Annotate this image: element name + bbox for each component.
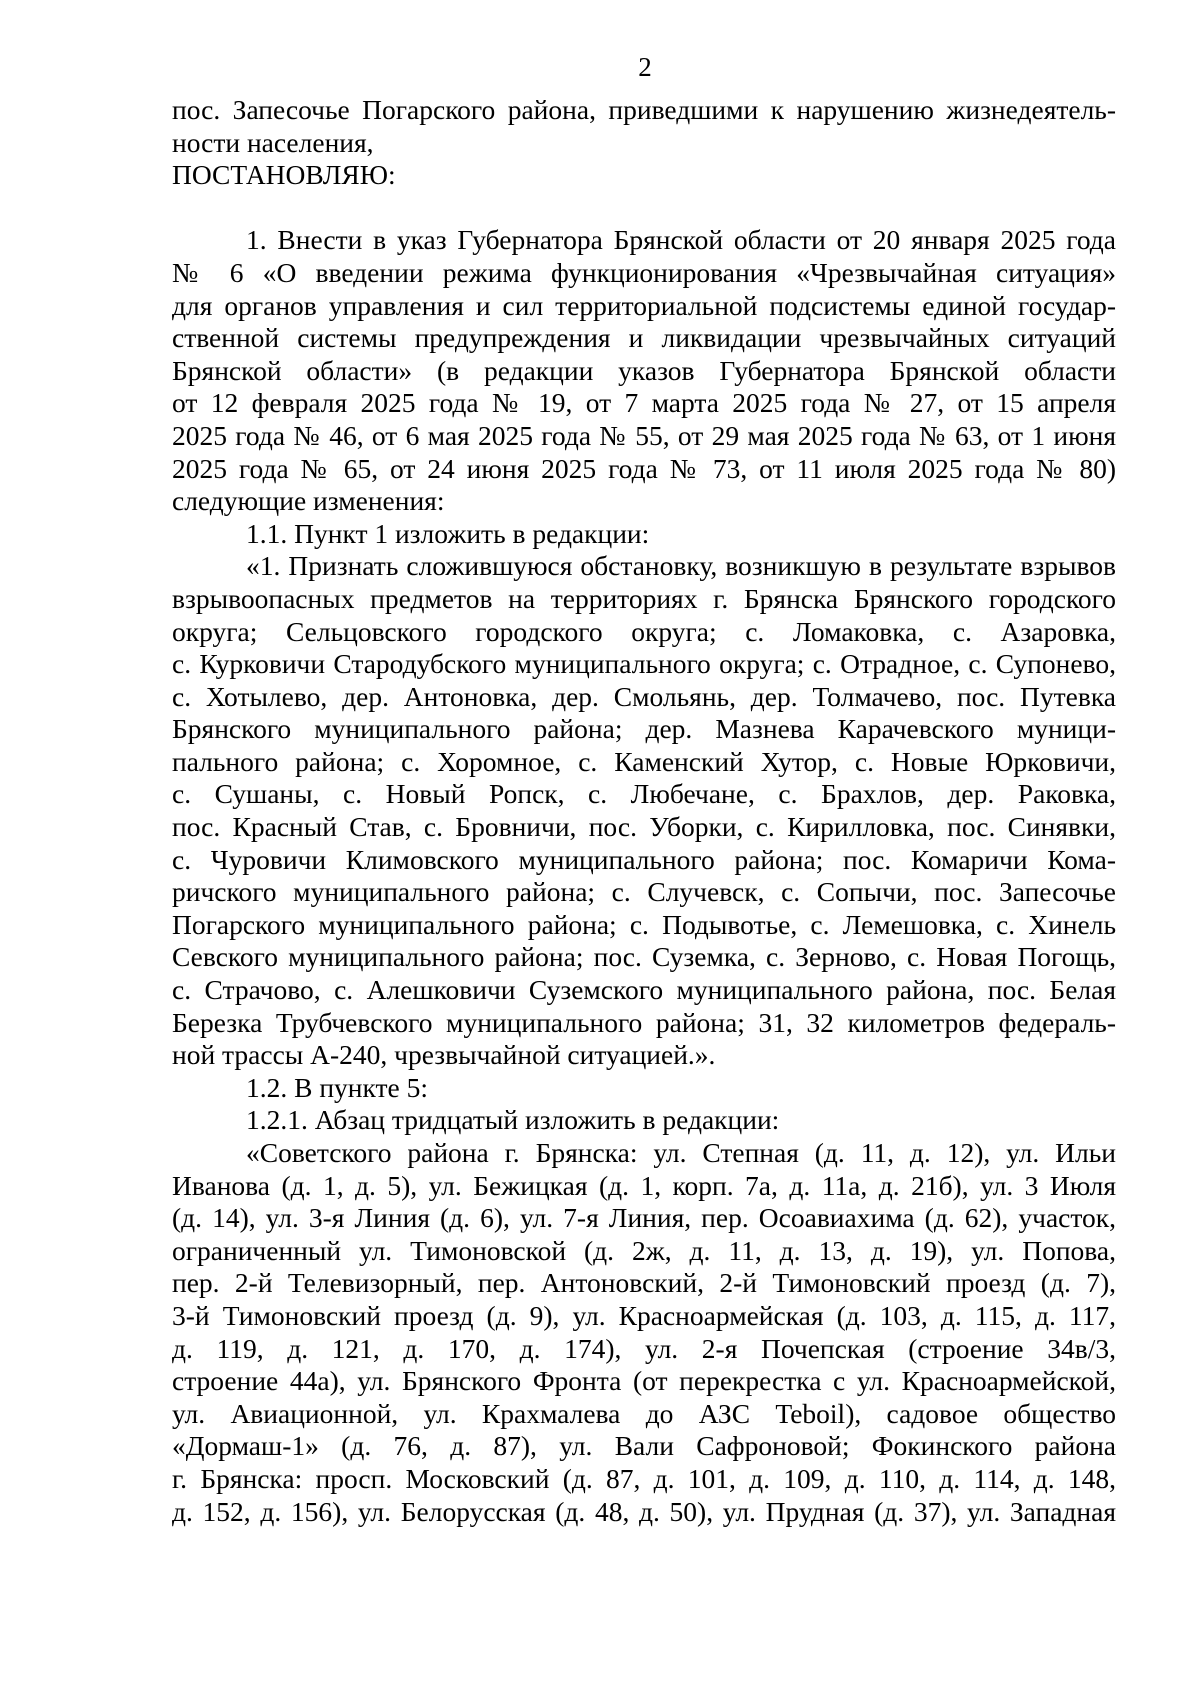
text-line: для органов управления и сил территориальной подсистемы единой государ- <box>172 289 1116 321</box>
text-line: с. Сушаны, с. Новый Ропск, с. Любечане, с. Брахлов, дер. Раковка, <box>172 778 1116 810</box>
text-line: ственной системы предупреждения и ликвидации чрезвычайных ситуаций <box>172 322 1116 354</box>
text-line: (д. 14), ул. 3-я Линия (д. 6), ул. 7-я Линия, пер. Осоавиахима (д. 62), участок, <box>172 1202 1116 1234</box>
text-line: 3-й Тимоновский проезд (д. 9), ул. Красноармейская (д. 103, д. 115, д. 117, <box>172 1299 1116 1331</box>
text-line: следующие изменения: <box>172 485 445 517</box>
text-line: Березка Трубчевского муниципального района; 31, 32 километров федераль- <box>172 1006 1116 1038</box>
text-line: пального района; с. Хоромное, с. Каменский Хутор, с. Новые Юрковичи, <box>172 745 1116 777</box>
text-line: с. Чуровичи Климовского муниципального района; пос. Комаричи Кома- <box>172 843 1116 875</box>
text-line: 1.1. Пункт 1 изложить в редакции: <box>246 517 650 549</box>
text-line: ричского муниципального района; с. Случевск, с. Сопычи, пос. Запесочье <box>172 876 1116 908</box>
text-line: округа; Сельцовского городского округа; с. Ломаковка, с. Азаровка, <box>172 615 1116 647</box>
text-line: № 6 «О введении режима функционирования «Чрезвычайная ситуация» <box>172 256 1116 288</box>
text-line: пер. 2-й Телевизорный, пер. Антоновский, 2-й Тимоновский проезд (д. 7), <box>172 1267 1116 1299</box>
text-line: д. 119, д. 121, д. 170, д. 174), ул. 2-я Почепская (строение 34в/3, <box>172 1332 1116 1364</box>
text-line: от 12 февраля 2025 года № 19, от 7 марта 2025 года № 27, от 15 апреля <box>172 387 1116 419</box>
text-line: с. Хотылево, дер. Антоновка, дер. Смольянь, дер. Толмачево, пос. Путевка <box>172 680 1116 712</box>
text-line: ПОСТАНОВЛЯЮ: <box>172 159 396 191</box>
text-line: Иванова (д. 1, д. 5), ул. Бежицкая (д. 1, корп. 7а, д. 11а, д. 21б), ул. 3 Июля <box>172 1169 1116 1201</box>
text-line: ной трассы А-240, чрезвычайной ситуацией.». <box>172 1039 716 1071</box>
text-line: 1. Внести в указ Губернатора Брянской области от 20 января 2025 года <box>246 224 1116 256</box>
text-line: «Дормаш-1» (д. 76, д. 87), ул. Вали Сафроновой; Фокинского района <box>172 1430 1116 1462</box>
text-line: пос. Запесочье Погарского района, приведшими к нарушению жизнедеятель- <box>172 94 1116 125</box>
document-body <box>172 94 1116 1528</box>
text-line: 1.2. В пункте 5: <box>246 1071 429 1103</box>
text-line: Севского муниципального района; пос. Суземка, с. Зерново, с. Новая Погощь, <box>172 941 1116 973</box>
text-line: 2025 года № 65, от 24 июня 2025 года № 73, от 11 июля 2025 года № 80) <box>172 452 1116 484</box>
text-line: с. Страчово, с. Алешковичи Суземского муниципального района, пос. Белая <box>172 974 1116 1006</box>
text-line: ности населения, <box>172 126 374 158</box>
text-line: 1.2.1. Абзац тридцатый изложить в редакции: <box>246 1104 780 1136</box>
text-line: Брянской области» (в редакции указов Губернатора Брянской области <box>172 354 1116 386</box>
blank-line <box>172 192 1116 225</box>
text-line: ул. Авиационной, ул. Крахмалева до АЗС Teboil), садовое общество <box>172 1397 1116 1429</box>
text-line: Погарского муниципального района; с. Подывотье, с. Лемешовка, с. Хинель <box>172 908 1116 940</box>
text-line: «Советского района г. Брянска: ул. Степная (д. 11, д. 12), ул. Ильи <box>246 1137 1116 1168</box>
text-line: д. 152, д. 156), ул. Белорусская (д. 48, д. 50), ул. Прудная (д. 37), ул. Западная <box>172 1495 1116 1527</box>
text-line: строение 44а), ул. Брянского Фронта (от перекрестка с ул. Красноармейской, <box>172 1365 1116 1397</box>
text-line: Брянского муниципального района; дер. Мазнева Карачевского муници- <box>172 713 1116 745</box>
text-line: ограниченный ул. Тимоновской (д. 2ж, д. 11, д. 13, д. 19), ул. Попова, <box>172 1234 1116 1266</box>
text-line: г. Брянска: просп. Московский (д. 87, д. 101, д. 109, д. 110, д. 114, д. 148, <box>172 1462 1116 1494</box>
text-line: взрывоопасных предметов на территориях г. Брянска Брянского городского <box>172 582 1116 614</box>
text-line: «1. Признать сложившуюся обстановку, возникшую в результате взрывов <box>246 550 1116 582</box>
text-line: пос. Красный Став, с. Бровничи, пос. Уборки, с. Кирилловка, пос. Синявки, <box>172 811 1116 843</box>
text-line: 2025 года № 46, от 6 мая 2025 года № 55, от 29 мая 2025 года № 63, от 1 июня <box>172 419 1116 451</box>
text-line: с. Курковичи Стародубского муниципального округа; с. Отрадное, с. Супонево, <box>172 648 1116 680</box>
page-number: 2 <box>638 52 652 82</box>
